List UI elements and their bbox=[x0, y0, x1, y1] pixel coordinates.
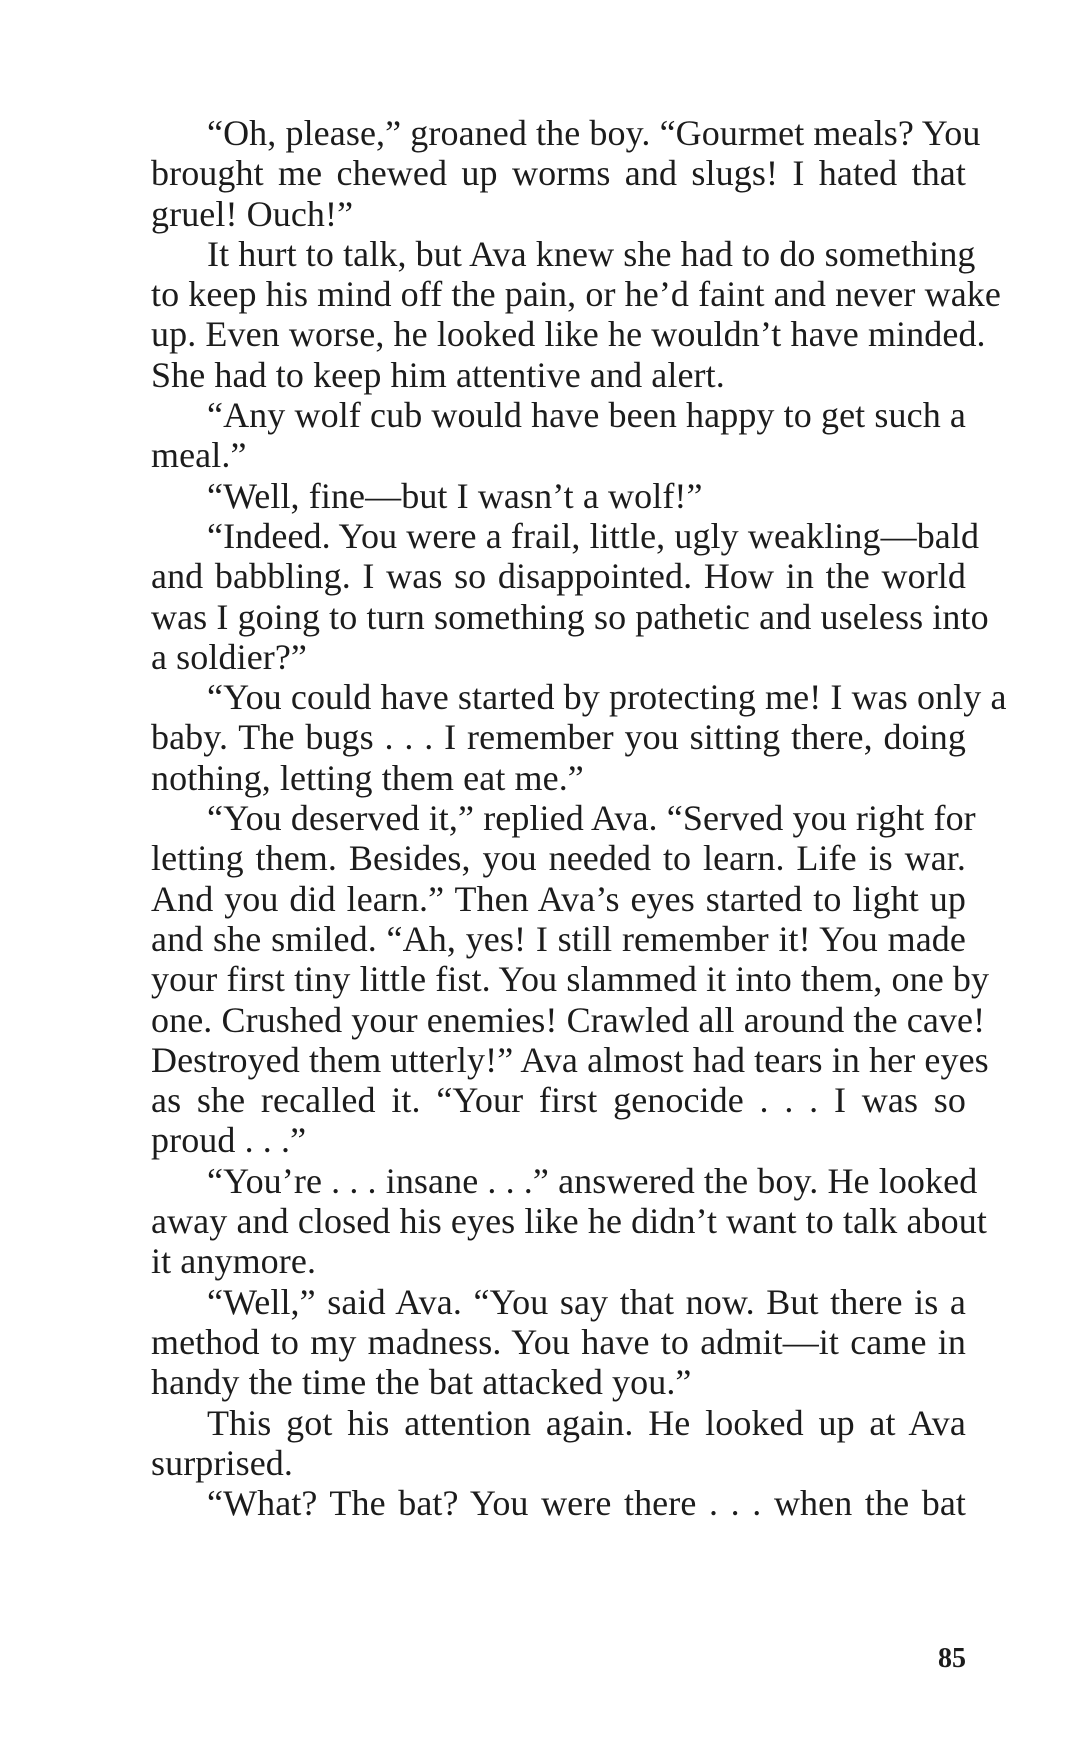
text-line: “Oh, please,” groaned the boy. “Gourmet meals? You bbox=[207, 113, 981, 153]
text-line: She had to keep him attentive and alert. bbox=[151, 354, 725, 395]
text-line: “What? The bat? You were there . . . when the bat bbox=[207, 1483, 966, 1524]
text-line: to keep his mind off the pain, or he’d faint and never wake bbox=[151, 274, 1001, 315]
text-line: This got his attention again. He looked up at Ava bbox=[207, 1402, 966, 1443]
paragraph bbox=[151, 1403, 966, 1484]
text-line: proud . . .” bbox=[151, 1120, 307, 1161]
text-line: “Indeed. You were a frail, little, ugly weakling—bald bbox=[207, 515, 980, 556]
text-line: “You could have started by protecting me! I was only a bbox=[207, 677, 1007, 718]
text-line: “You deserved it,” replied Ava. “Served you right for bbox=[207, 798, 976, 839]
text-line: “Well,” said Ava. “You say that now. But there is a bbox=[207, 1281, 966, 1322]
text-line: nothing, letting them eat me.” bbox=[151, 757, 584, 798]
text-line: “Well, fine—but I wasn’t a wolf!” bbox=[207, 475, 703, 516]
text-line: brought me chewed up worms and slugs! I hated that bbox=[151, 153, 966, 194]
paragraph bbox=[151, 1160, 987, 1282]
text-line: up. Even worse, he looked like he wouldn’t have minded. bbox=[151, 314, 986, 355]
text-line: gruel! Ouch!” bbox=[151, 193, 354, 234]
text-line: your first tiny little fist. You slammed it into them, one by bbox=[151, 959, 990, 1000]
text-line: away and closed his eyes like he didn’t want to talk about bbox=[151, 1201, 987, 1242]
text-line: one. Crushed your enemies! Crawled all around the cave! bbox=[151, 999, 986, 1040]
text-line: was I going to turn something so pathetic and useless into bbox=[151, 596, 989, 637]
text-line: Destroyed them utterly!” Ava almost had tears in her eyes bbox=[151, 1039, 989, 1080]
paragraph bbox=[151, 476, 966, 516]
paragraph bbox=[151, 113, 981, 234]
paragraph bbox=[151, 1483, 966, 1523]
text-line: And you did learn.” Then Ava’s eyes started to light up bbox=[151, 878, 966, 919]
text-line: it anymore. bbox=[151, 1241, 317, 1282]
text-line: a soldier?” bbox=[151, 636, 308, 677]
page-body bbox=[151, 113, 1007, 1524]
text-line: “Any wolf cub would have been happy to get such a bbox=[207, 395, 966, 436]
text-line: “You’re . . . insane . . .” answered the boy. He looked bbox=[207, 1160, 978, 1201]
text-line: and babbling. I was so disappointed. How in the world bbox=[151, 556, 966, 597]
paragraph bbox=[151, 395, 966, 476]
page-number: 85 bbox=[938, 1643, 966, 1674]
text-line: handy the time the bat attacked you.” bbox=[151, 1362, 692, 1403]
text-line: meal.” bbox=[151, 435, 247, 476]
paragraph bbox=[151, 798, 990, 1161]
text-line: letting them. Besides, you needed to learn. Life is war. bbox=[151, 838, 966, 879]
paragraph bbox=[151, 1282, 966, 1403]
text-line: It hurt to talk, but Ava knew she had to do something bbox=[207, 233, 976, 274]
paragraph bbox=[151, 233, 1001, 395]
text-line: method to my madness. You have to admit—it came in bbox=[151, 1321, 966, 1362]
text-line: as she recalled it. “Your first genocide . . . I was so bbox=[151, 1080, 966, 1121]
text-line: baby. The bugs . . . I remember you sitting there, doing bbox=[151, 717, 966, 758]
text-line: surprised. bbox=[151, 1442, 293, 1483]
paragraph bbox=[151, 677, 1007, 798]
text-line: and she smiled. “Ah, yes! I still remember it! You made bbox=[151, 918, 966, 959]
paragraph bbox=[151, 515, 989, 677]
